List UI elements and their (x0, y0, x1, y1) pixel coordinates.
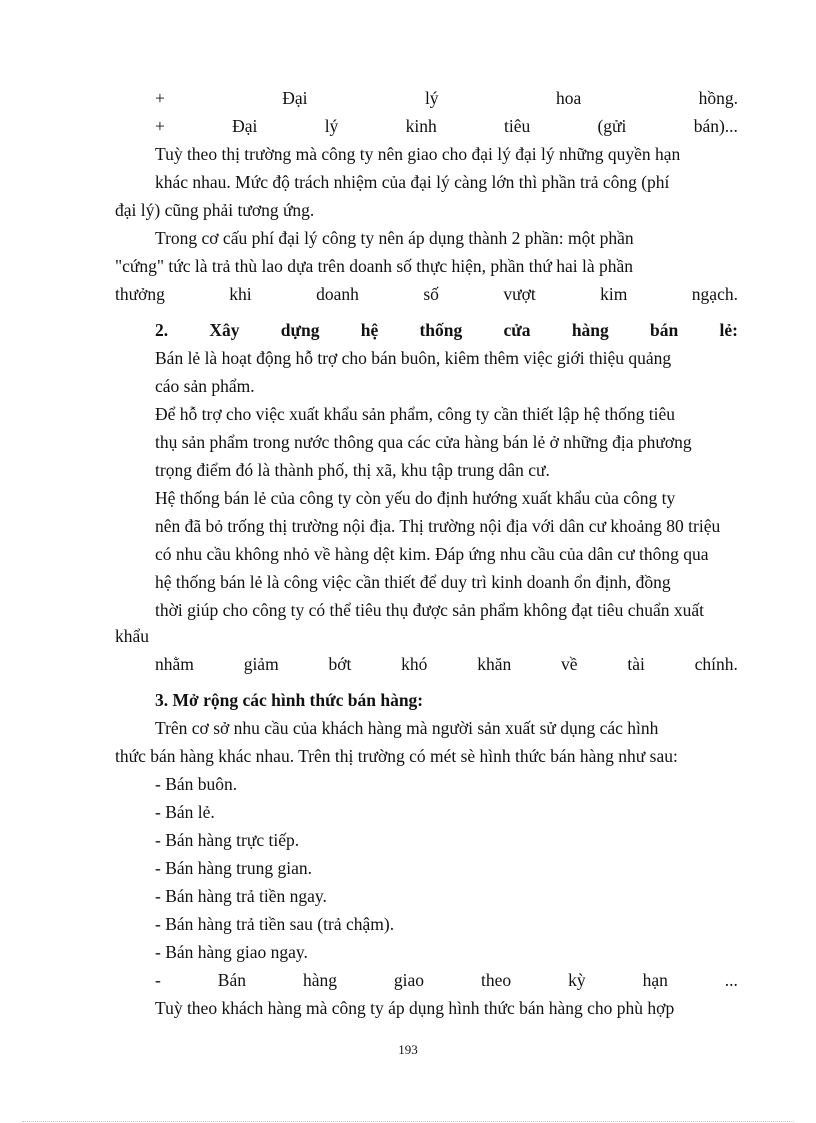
word: hệ (360, 320, 379, 340)
text-line: Trên cơ sở nhu cầu của khách hàng mà người sản xuất sử dụng các hình (155, 718, 659, 738)
text-line: có nhu cầu không nhỏ về hàng dệt kim. Đáp ứng nhu cầu của dân cư thông qua (155, 544, 709, 564)
text-line: Tuỳ theo khách hàng mà công ty áp dụng hình thức bán hàng cho phù hợp (155, 998, 675, 1018)
word: số (423, 284, 439, 304)
text-line: - Bán buôn. (155, 774, 238, 794)
text-line: Bán lẻ là hoạt động hỗ trợ cho bán buôn, kiêm thêm việc giới thiệu quảng (155, 348, 672, 368)
word: 2. (155, 320, 169, 340)
word: hoa (555, 88, 582, 108)
text-line: thức bán hàng khác nhau. Trên thị trường có mét sè hình thức bán hàng như sau: (115, 746, 678, 766)
text-line: - Bán hàng trực tiếp. (155, 830, 300, 850)
word: Đại (232, 116, 258, 136)
section-heading: 3. Mở rộng các hình thức bán hàng: (155, 690, 424, 710)
word: hàng (571, 320, 609, 340)
text-line: hệ thống bán lẻ là công việc cần thiết để duy trì kinh doanh ổn định, đồng (155, 572, 671, 592)
word: theo (481, 970, 512, 990)
word: kinh (405, 116, 437, 136)
word: khó (401, 654, 428, 674)
word: lẻ: (719, 320, 738, 340)
text-line: nên đã bỏ trống thị trường nội địa. Thị trường nội địa với dân cư khoảng 80 triệu (155, 516, 721, 536)
word: hạn (642, 970, 668, 990)
page-number: 193 (398, 1042, 418, 1057)
text-line: - Bán hàng giao ngay. (155, 942, 308, 962)
word: thống (419, 320, 463, 340)
text-line: đại lý) cũng phải tương ứng. (115, 200, 315, 220)
text-line: Trong cơ cấu phí đại lý công ty nên áp dụng thành 2 phần: một phần (155, 228, 634, 248)
word: cửa (503, 320, 531, 340)
text-line: khác nhau. Mức độ trách nhiệm của đại lý càng lớn thì phần trả công (phí (155, 172, 670, 192)
word: Xây (209, 320, 240, 340)
word: Bán (217, 970, 246, 990)
section-heading (155, 318, 738, 342)
text-line (155, 652, 738, 676)
word: lý (424, 88, 439, 108)
text-line (155, 86, 738, 110)
text-line (155, 114, 738, 138)
word: vượt (503, 284, 536, 304)
word: Đại (282, 88, 308, 108)
text-line: Tuỳ theo thị trường mà công ty nên giao cho đại lý đại lý những quyền hạn (155, 144, 681, 164)
word: kỳ (568, 970, 586, 990)
text-line (115, 282, 738, 306)
word: lý (324, 116, 339, 136)
word: hàng (302, 970, 337, 990)
word: + (155, 116, 165, 136)
word: kim (600, 284, 628, 304)
word: doanh (316, 284, 359, 304)
text-line: Để hỗ trợ cho việc xuất khẩu sản phẩm, công ty cần thiết lập hệ thống tiêu (155, 404, 676, 424)
word: khi (229, 284, 252, 304)
text-line: - Bán hàng trả tiền ngay. (155, 886, 327, 906)
word: ... (724, 970, 738, 990)
word: giảm (243, 654, 279, 674)
text-line: - Bán hàng trả tiền sau (trả chậm). (155, 914, 395, 934)
text-line: khẩu (115, 626, 150, 646)
text-line: thụ sản phẩm trong nước thông qua các cửa hàng bán lẻ ở những địa phương (155, 432, 692, 452)
text-line: cáo sản phẩm. (155, 376, 255, 396)
page-bottom-rule (22, 1121, 794, 1122)
word: ngạch. (691, 284, 738, 304)
word: bớt (328, 654, 352, 674)
text-line: thời giúp cho công ty có thể tiêu thụ được sản phẩm không đạt tiêu chuẩn xuất (155, 600, 704, 620)
word: hồng. (698, 88, 738, 108)
word: về (561, 654, 578, 674)
text-line: trọng điểm đó là thành phố, thị xã, khu tập trung dân cư. (155, 460, 550, 480)
word: chính. (694, 654, 738, 674)
word: bán (650, 320, 679, 340)
word: dựng (280, 320, 320, 340)
text-line: - Bán lẻ. (155, 802, 215, 822)
text-line: - Bán hàng trung gian. (155, 858, 312, 878)
word: + (155, 88, 165, 108)
word: tiêu (503, 116, 531, 136)
text-line (155, 968, 738, 992)
word: giao (393, 970, 425, 990)
word: thưởng (115, 284, 165, 304)
word: tài (627, 654, 645, 674)
word: bán)... (693, 116, 738, 136)
word: nhằm (155, 654, 194, 674)
word: khăn (477, 654, 512, 674)
word: - (155, 970, 161, 990)
text-line: "cứng" tức là trả thù lao dựa trên doanh số thực hiện, phần thứ hai là phần (115, 256, 634, 276)
text-line: Hệ thống bán lẻ của công ty còn yếu do định hướng xuất khẩu của công ty (155, 488, 676, 508)
word: (gửi (597, 116, 627, 136)
